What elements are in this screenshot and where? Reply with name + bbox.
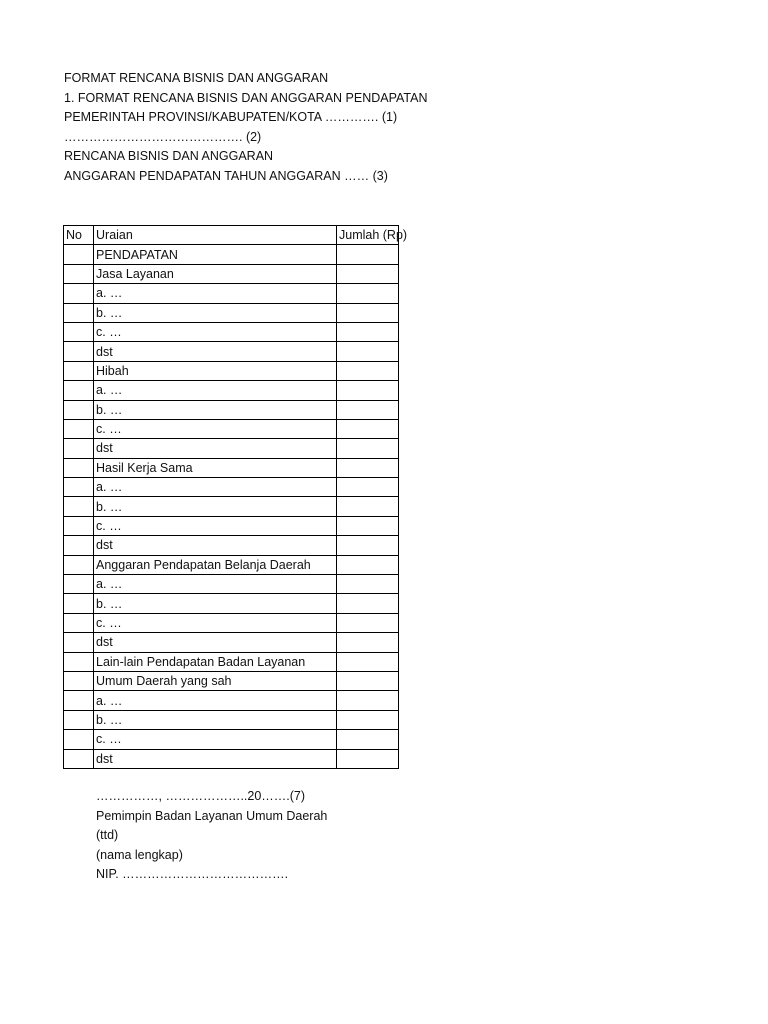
table-row <box>64 264 399 283</box>
cell-jumlah <box>337 749 399 768</box>
cell-no <box>64 594 94 613</box>
cell-uraian: a. … <box>94 691 337 710</box>
header-line-1: FORMAT RENCANA BISNIS DAN ANGGARAN <box>64 71 329 85</box>
cell-jumlah <box>337 613 399 632</box>
cell-no <box>64 710 94 729</box>
cell-jumlah <box>337 245 399 264</box>
table-row <box>64 419 399 438</box>
place-date: ……………, ………………..20…….(7) <box>96 789 306 803</box>
cell-jumlah <box>337 730 399 749</box>
cell-no <box>64 691 94 710</box>
cell-uraian: b. … <box>94 400 337 419</box>
cell-jumlah <box>337 361 399 380</box>
cell-jumlah <box>337 594 399 613</box>
cell-no <box>64 419 94 438</box>
table-row <box>64 652 399 671</box>
cell-uraian: dst <box>94 749 337 768</box>
cell-no <box>64 575 94 594</box>
signer-nip: NIP. …………………………………. <box>96 867 289 882</box>
table-row <box>64 749 399 768</box>
cell-uraian: Anggaran Pendapatan Belanja Daerah <box>94 555 337 574</box>
cell-jumlah <box>337 575 399 594</box>
table-row <box>64 536 399 555</box>
table-row <box>64 555 399 574</box>
table-row <box>64 478 399 497</box>
cell-uraian: Jasa Layanan <box>94 264 337 283</box>
table-row <box>64 284 399 303</box>
table-row <box>64 400 399 419</box>
header-no: No <box>64 226 94 245</box>
cell-uraian: Hibah <box>94 361 337 380</box>
cell-no <box>64 342 94 361</box>
table-row <box>64 245 399 264</box>
cell-no <box>64 730 94 749</box>
cell-uraian: b. … <box>94 303 337 322</box>
table-row <box>64 594 399 613</box>
header-line-2: 1. FORMAT RENCANA BISNIS DAN ANGGARAN PENDAPATAN <box>64 90 428 105</box>
cell-jumlah <box>337 652 399 671</box>
cell-jumlah <box>337 439 399 458</box>
cell-no <box>64 284 94 303</box>
cell-uraian: a. … <box>94 284 337 303</box>
cell-no <box>64 749 94 768</box>
table-row <box>64 671 399 690</box>
table-row <box>64 613 399 632</box>
table-row <box>64 458 399 477</box>
cell-jumlah <box>337 400 399 419</box>
table-row <box>64 342 399 361</box>
cell-uraian: dst <box>94 342 337 361</box>
header-line-6: ANGGARAN PENDAPATAN TAHUN ANGGARAN …… (3) <box>64 168 388 183</box>
cell-jumlah <box>337 458 399 477</box>
cell-jumlah <box>337 381 399 400</box>
table-row <box>64 303 399 322</box>
table-row <box>64 361 399 380</box>
cell-no <box>64 652 94 671</box>
cell-jumlah <box>337 536 399 555</box>
cell-no <box>64 536 94 555</box>
cell-no <box>64 555 94 574</box>
cell-jumlah <box>337 284 399 303</box>
cell-uraian: c. … <box>94 322 337 341</box>
cell-no <box>64 497 94 516</box>
cell-jumlah <box>337 633 399 652</box>
cell-jumlah <box>337 516 399 535</box>
cell-no <box>64 516 94 535</box>
table-row <box>64 575 399 594</box>
cell-jumlah <box>337 478 399 497</box>
table-row <box>64 730 399 749</box>
table-row <box>64 516 399 535</box>
cell-jumlah <box>337 555 399 574</box>
cell-uraian: dst <box>94 536 337 555</box>
cell-no <box>64 633 94 652</box>
table-body <box>64 245 399 769</box>
cell-no <box>64 245 94 264</box>
header-line-4: ……………………………………. (2) <box>64 129 262 144</box>
table-row <box>64 439 399 458</box>
cell-no <box>64 671 94 690</box>
signer-name: (nama lengkap) <box>96 847 183 862</box>
cell-uraian: a. … <box>94 381 337 400</box>
cell-uraian: b. … <box>94 497 337 516</box>
cell-no <box>64 264 94 283</box>
table-header-row <box>64 226 399 245</box>
cell-no <box>64 458 94 477</box>
table-row <box>64 633 399 652</box>
cell-uraian: dst <box>94 633 337 652</box>
document-header <box>64 69 428 187</box>
cell-no <box>64 361 94 380</box>
cell-no <box>64 400 94 419</box>
budget-table <box>63 225 408 769</box>
cell-uraian: dst <box>94 439 337 458</box>
table-row <box>64 710 399 729</box>
cell-uraian: Hasil Kerja Sama <box>94 458 337 477</box>
table-row <box>64 497 399 516</box>
cell-no <box>64 322 94 341</box>
cell-uraian: b. … <box>94 710 337 729</box>
table-row <box>64 322 399 341</box>
cell-uraian: Umum Daerah yang sah <box>94 671 337 690</box>
cell-jumlah <box>337 671 399 690</box>
cell-jumlah <box>337 710 399 729</box>
signature-block <box>96 787 327 885</box>
cell-jumlah <box>337 419 399 438</box>
header-jumlah: Jumlah (Rp) <box>337 226 399 245</box>
cell-no <box>64 381 94 400</box>
header-uraian: Uraian <box>94 226 337 245</box>
cell-uraian: c. … <box>94 730 337 749</box>
cell-uraian: PENDAPATAN <box>94 245 337 264</box>
cell-jumlah <box>337 342 399 361</box>
cell-uraian: c. … <box>94 419 337 438</box>
cell-jumlah <box>337 691 399 710</box>
ttd-label: (ttd) <box>96 828 119 843</box>
cell-jumlah <box>337 322 399 341</box>
cell-jumlah <box>337 497 399 516</box>
table-row <box>64 381 399 400</box>
cell-no <box>64 303 94 322</box>
cell-uraian: c. … <box>94 613 337 632</box>
table-row <box>64 691 399 710</box>
cell-uraian: c. … <box>94 516 337 535</box>
cell-uraian: Lain-lain Pendapatan Badan Layanan <box>94 652 337 671</box>
cell-no <box>64 439 94 458</box>
cell-no <box>64 478 94 497</box>
cell-uraian: b. … <box>94 594 337 613</box>
cell-jumlah <box>337 303 399 322</box>
cell-jumlah <box>337 264 399 283</box>
cell-uraian: a. … <box>94 478 337 497</box>
signer-title: Pemimpin Badan Layanan Umum Daerah <box>96 808 328 823</box>
header-line-3: PEMERINTAH PROVINSI/KABUPATEN/KOTA …………. (1) <box>64 110 398 125</box>
cell-no <box>64 613 94 632</box>
cell-uraian: a. … <box>94 575 337 594</box>
header-line-5: RENCANA BISNIS DAN ANGGARAN <box>64 149 274 164</box>
